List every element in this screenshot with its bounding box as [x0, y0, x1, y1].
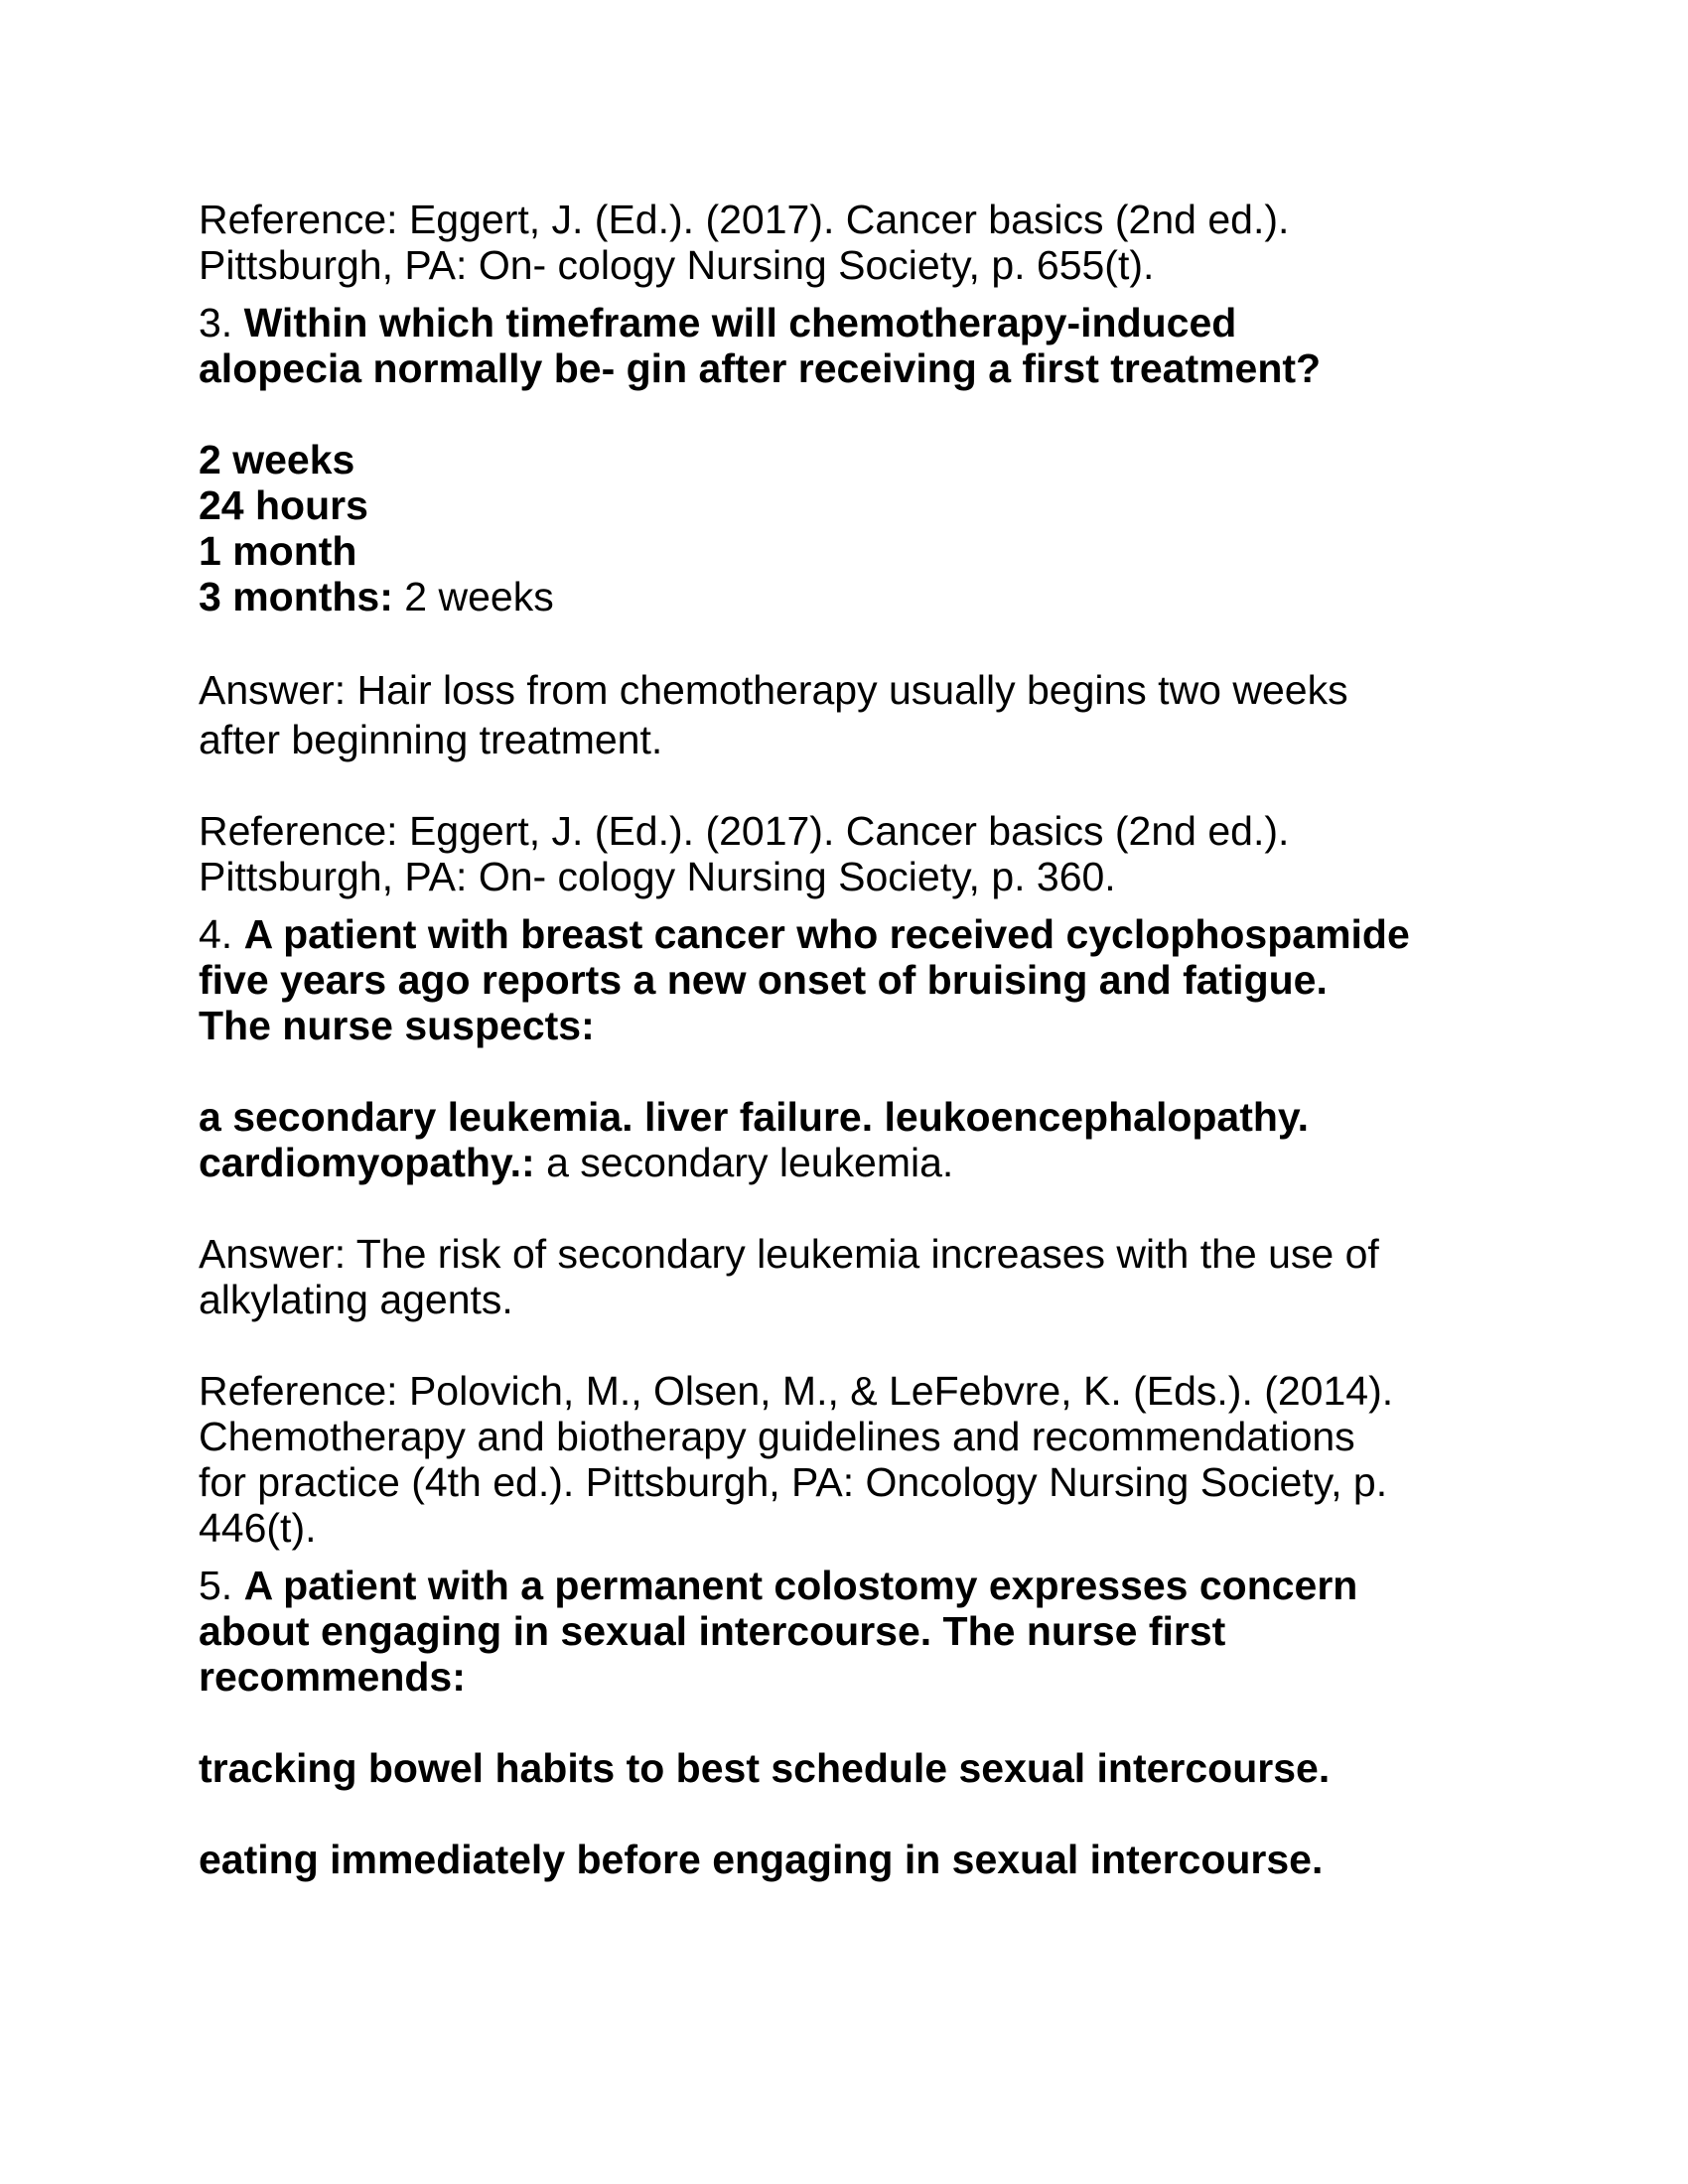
- question-text: about engaging in sexual intercourse. The nurse first: [199, 1608, 1226, 1654]
- reference-line: Reference: Eggert, J. (Ed.). (2017). Cancer basics (2nd ed.).: [199, 808, 1290, 854]
- question-3: [199, 300, 1489, 391]
- question-text: A patient with a permanent colostomy expresses concern: [243, 1563, 1358, 1608]
- answer-line: Answer: The risk of secondary leukemia increases with the use of: [199, 1231, 1379, 1277]
- option-item: eating immediately before engaging in sexual intercourse.: [199, 1837, 1324, 1882]
- answer-line: Answer: Hair loss from chemotherapy usually begins two weeks: [199, 667, 1348, 713]
- reference-line: Pittsburgh, PA: On- cology Nursing Society, p. 360.: [199, 854, 1116, 899]
- option-item: cardiomyopathy.:: [199, 1140, 535, 1185]
- option-item: 3 months:: [199, 574, 393, 619]
- document-page: [199, 197, 1489, 1882]
- question-5: [199, 1563, 1489, 1700]
- question-text: Within which timeframe will chemotherapy-induced: [243, 300, 1237, 345]
- answer-q3: [199, 665, 1489, 764]
- question-text: five years ago reports a new onset of bruising and fatigue.: [199, 957, 1328, 1003]
- answer-line: alkylating agents.: [199, 1277, 513, 1322]
- reference-line: 446(t).: [199, 1505, 317, 1551]
- option-item: a secondary leukemia. liver failure. leukoencephalopathy.: [199, 1094, 1310, 1140]
- question-4: [199, 911, 1489, 1048]
- question-text: The nurse suspects:: [199, 1003, 595, 1048]
- question-number: 3.: [199, 300, 244, 345]
- reference-q4: [199, 1368, 1489, 1551]
- question-text: alopecia normally be- gin after receiving a first treatment?: [199, 345, 1322, 391]
- reference-line: Reference: Eggert, J. (Ed.). (2017). Cancer basics (2nd ed.).: [199, 197, 1290, 242]
- selected-answer: a secondary leukemia.: [534, 1140, 954, 1185]
- question-text: A patient with breast cancer who received cyclophospamide: [243, 911, 1410, 957]
- question-text: recommends:: [199, 1654, 466, 1700]
- reference-line: Reference: Polovich, M., Olsen, M., & LeFebvre, K. (Eds.). (2014).: [199, 1368, 1394, 1414]
- reference-line: for practice (4th ed.). Pittsburgh, PA: Oncology Nursing Society, p.: [199, 1459, 1388, 1505]
- option-item: 2 weeks: [199, 437, 355, 482]
- answer-q4: [199, 1231, 1489, 1322]
- reference-q2: [199, 197, 1489, 288]
- reference-q3: [199, 808, 1489, 899]
- answer-line: after beginning treatment.: [199, 717, 663, 762]
- option-item: tracking bowel habits to best schedule sexual intercourse.: [199, 1745, 1331, 1791]
- options-q3: [199, 437, 1489, 619]
- reference-line: Pittsburgh, PA: On- cology Nursing Society, p. 655(t).: [199, 242, 1155, 288]
- selected-answer: 2 weeks: [392, 574, 554, 619]
- question-number: 4.: [199, 911, 244, 957]
- option-item: 24 hours: [199, 482, 368, 528]
- options-q4: [199, 1094, 1489, 1185]
- reference-line: Chemotherapy and biotherapy guidelines and recommendations: [199, 1414, 1355, 1459]
- option-item: 1 month: [199, 528, 357, 574]
- question-number: 5.: [199, 1563, 244, 1608]
